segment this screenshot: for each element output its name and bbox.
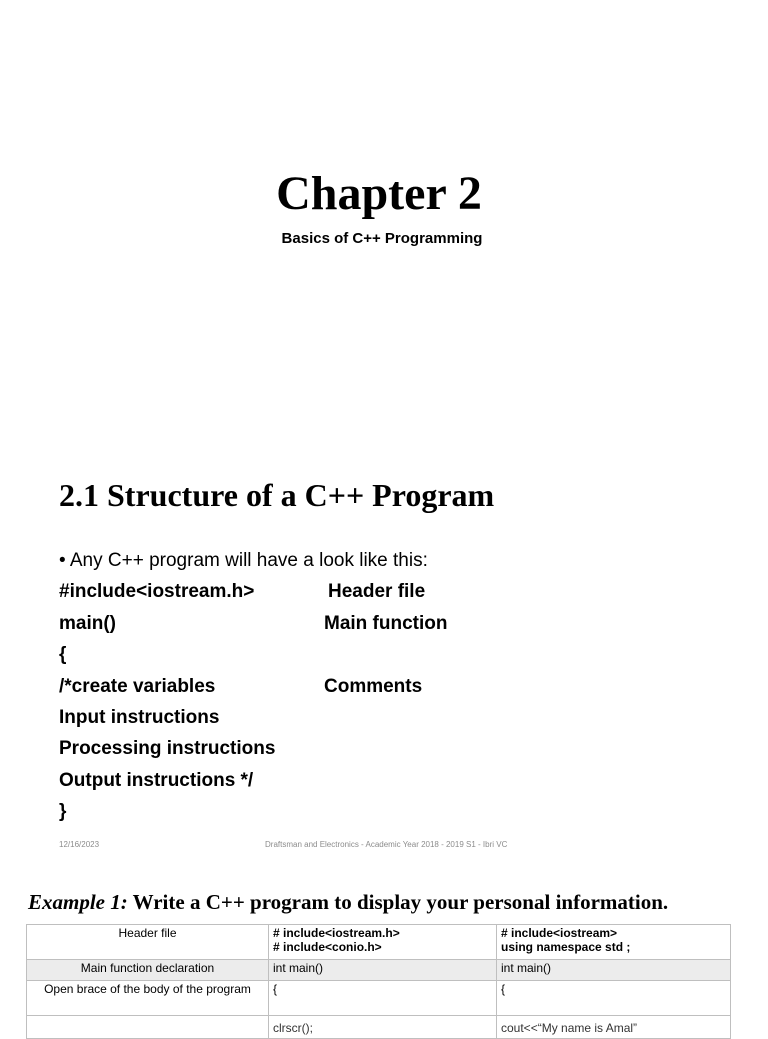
label-main-function: Main function (324, 613, 448, 634)
row-label: Main function declaration (27, 960, 269, 981)
table-cell: int main() (497, 960, 731, 981)
chapter-subtitle: Basics of C++ Programming (281, 230, 483, 247)
bullet-text: • Any C++ program will have a look like this: (59, 550, 428, 571)
table-cell (269, 925, 497, 960)
chapter-title: Chapter 2 (276, 167, 482, 220)
footer-text: Draftsman and Electronics - Academic Year 2018 - 2019 S1 - Ibri VC (265, 840, 508, 849)
code-line-open-brace: { (59, 644, 67, 665)
cell-line: using namespace std ; (501, 940, 631, 954)
code-line-input: Input instructions (59, 707, 220, 728)
program-structure-table (26, 924, 731, 1039)
code-line-include: #include<iostream.h> (59, 581, 255, 602)
row-label: Open brace of the body of the program (27, 981, 269, 1016)
table-cell: int main() (269, 960, 497, 981)
cell-line: cout<<“My name is Amal” (501, 1021, 638, 1035)
title-slide (0, 0, 768, 432)
cell-line: # include<conio.h> (273, 940, 382, 954)
example-label: Example 1: (28, 890, 128, 914)
table-cell (497, 925, 731, 960)
code-line-create-variables: /*create variables (59, 676, 216, 697)
example-slide (0, 862, 768, 1035)
table-cell (497, 1016, 731, 1039)
table-row (27, 981, 731, 1016)
code-line-main: main() (59, 613, 116, 634)
row-label: Header file (27, 925, 269, 960)
table-row (27, 960, 731, 981)
example-heading (28, 890, 668, 915)
code-line-output: Output instructions */ (59, 770, 254, 791)
cell-line: # include<iostream.h> (273, 926, 400, 940)
example-text: Write a C++ program to display your personal information. (127, 890, 669, 914)
structure-slide (0, 432, 768, 862)
table-cell: { (497, 981, 731, 1016)
cell-line: clrscr(); (273, 1021, 313, 1035)
section-heading: 2.1 Structure of a C++ Program (59, 477, 495, 513)
row-label (27, 1016, 269, 1039)
code-line-processing: Processing instructions (59, 738, 276, 759)
code-line-close-brace: } (59, 801, 67, 822)
table-row (27, 1016, 731, 1039)
table-cell: { (269, 981, 497, 1016)
table-row (27, 925, 731, 960)
label-header-file: Header file (328, 581, 426, 602)
cell-line: # include<iostream> (501, 926, 618, 940)
label-comments: Comments (324, 676, 423, 697)
footer-date: 12/16/2023 (59, 840, 100, 849)
table-cell (269, 1016, 497, 1039)
